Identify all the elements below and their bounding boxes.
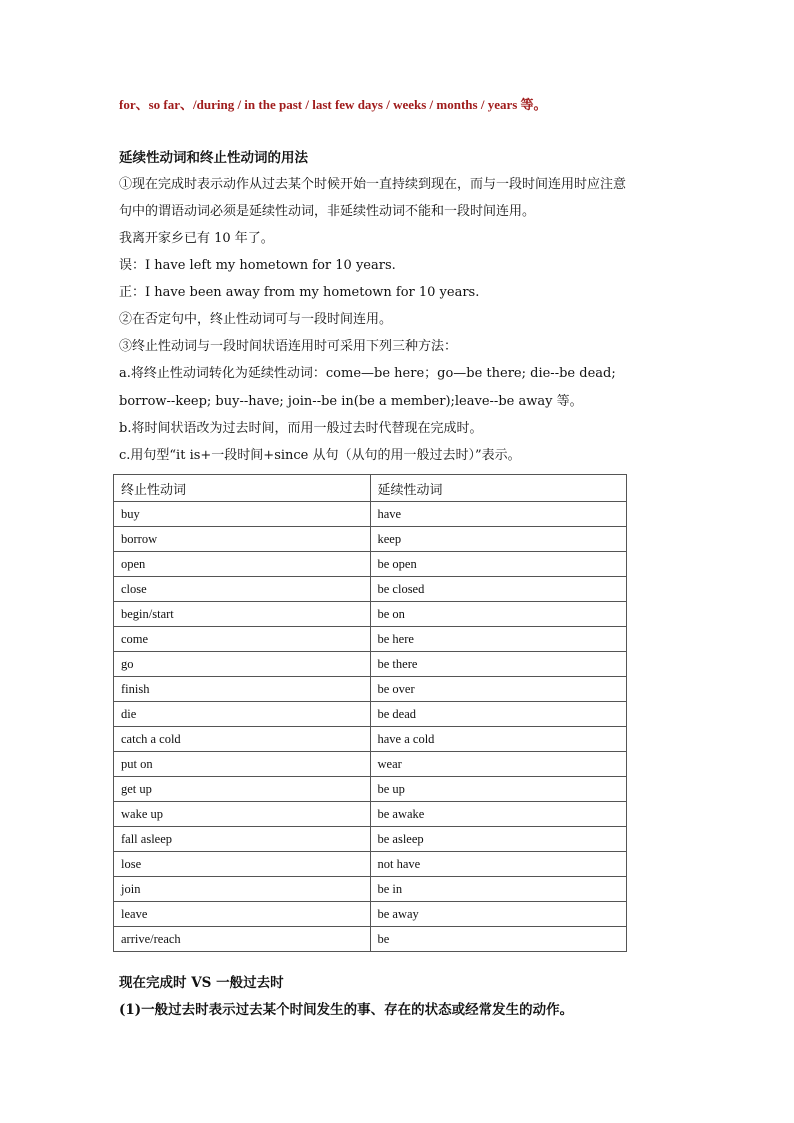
table-row: [114, 652, 627, 677]
table-row: [114, 777, 627, 802]
header-durative-verbs: 延续性动词: [370, 475, 627, 502]
method-a-line2: borrow--keep; buy--have; join--be in(be a member);leave--be away 等。: [119, 394, 583, 409]
durative-verb-cell: be up: [370, 777, 627, 802]
table-row: [114, 827, 627, 852]
header-terminative-verbs: 终止性动词: [114, 475, 371, 502]
table-row: [114, 902, 627, 927]
durative-verb-cell: be on: [370, 602, 627, 627]
table-row: [114, 927, 627, 952]
paragraph-2: ②在否定句中，终止性动词可与一段时间连用。: [119, 312, 393, 327]
table-row: [114, 577, 627, 602]
terminative-verb-cell: buy: [114, 502, 371, 527]
durative-verb-cell: be: [370, 927, 627, 952]
section-heading-verb-usage: 延续性动词和终止性动词的用法: [119, 150, 308, 166]
terminative-verb-cell: come: [114, 627, 371, 652]
durative-verb-cell: be there: [370, 652, 627, 677]
durative-verb-cell: be closed: [370, 577, 627, 602]
tense-comparison-point-1: (1)一般过去时表示过去某个时间发生的事、存在的状态或经常发生的动作。: [119, 1002, 574, 1018]
terminative-verb-cell: arrive/reach: [114, 927, 371, 952]
table-row: [114, 527, 627, 552]
durative-verb-cell: have a cold: [370, 727, 627, 752]
method-a-line1: a.将终止性动词转化为延续性动词：come—be here；go—be there; die--be dead;: [119, 366, 616, 381]
terminative-verb-cell: go: [114, 652, 371, 677]
table-row: [114, 752, 627, 777]
verb-comparison-table: [113, 474, 627, 952]
terminative-verb-cell: get up: [114, 777, 371, 802]
paragraph-1a: ①现在完成时表示动作从过去某个时候开始一直持续到现在，而与一段时间连用时应注意: [119, 177, 627, 192]
durative-verb-cell: not have: [370, 852, 627, 877]
table-body: [114, 502, 627, 952]
terminative-verb-cell: open: [114, 552, 371, 577]
durative-verb-cell: be away: [370, 902, 627, 927]
durative-verb-cell: be dead: [370, 702, 627, 727]
table-header-row: [114, 475, 627, 502]
terminative-verb-cell: lose: [114, 852, 371, 877]
method-b: b.将时间状语改为过去时间，而用一般过去时代替现在完成时。: [119, 421, 483, 436]
table-row: [114, 852, 627, 877]
paragraph-1b: 句中的谓语动词必须是延续性动词，非延续性动词不能和一段时间连用。: [119, 204, 536, 219]
durative-verb-cell: keep: [370, 527, 627, 552]
table-row: [114, 877, 627, 902]
section-heading-tense-comparison: 现在完成时 VS 一般过去时: [119, 975, 284, 991]
durative-verb-cell: have: [370, 502, 627, 527]
durative-verb-cell: be in: [370, 877, 627, 902]
terminative-verb-cell: wake up: [114, 802, 371, 827]
example-chinese: 我离开家乡已有 10 年了。: [119, 231, 274, 246]
table-row: [114, 502, 627, 527]
durative-verb-cell: be awake: [370, 802, 627, 827]
terminative-verb-cell: join: [114, 877, 371, 902]
table-row: [114, 727, 627, 752]
terminative-verb-cell: borrow: [114, 527, 371, 552]
terminative-verb-cell: catch a cold: [114, 727, 371, 752]
durative-verb-cell: be asleep: [370, 827, 627, 852]
durative-verb-cell: wear: [370, 752, 627, 777]
terminative-verb-cell: close: [114, 577, 371, 602]
terminative-verb-cell: leave: [114, 902, 371, 927]
example-wrong: 误：I have left my hometown for 10 years.: [119, 258, 396, 273]
table-row: [114, 602, 627, 627]
table-row: [114, 552, 627, 577]
durative-verb-cell: be here: [370, 627, 627, 652]
terminative-verb-cell: put on: [114, 752, 371, 777]
method-c: c.用句型“it is+一段时间+since 从句（从句的用一般过去时）”表示。: [119, 448, 521, 463]
terminative-verb-cell: finish: [114, 677, 371, 702]
table-row: [114, 627, 627, 652]
table-row: [114, 677, 627, 702]
terminative-verb-cell: fall asleep: [114, 827, 371, 852]
table-row: [114, 802, 627, 827]
durative-verb-cell: be over: [370, 677, 627, 702]
table-row: [114, 702, 627, 727]
example-right: 正：I have been away from my hometown for 10 years.: [119, 285, 480, 300]
paragraph-3: ③终止性动词与一段时间状语连用时可采用下列三种方法：: [119, 339, 458, 354]
terminative-verb-cell: begin/start: [114, 602, 371, 627]
durative-verb-cell: be open: [370, 552, 627, 577]
terminative-verb-cell: die: [114, 702, 371, 727]
intro-line: for、so far、/during / in the past / last few days / weeks / months / years 等。: [119, 97, 547, 112]
